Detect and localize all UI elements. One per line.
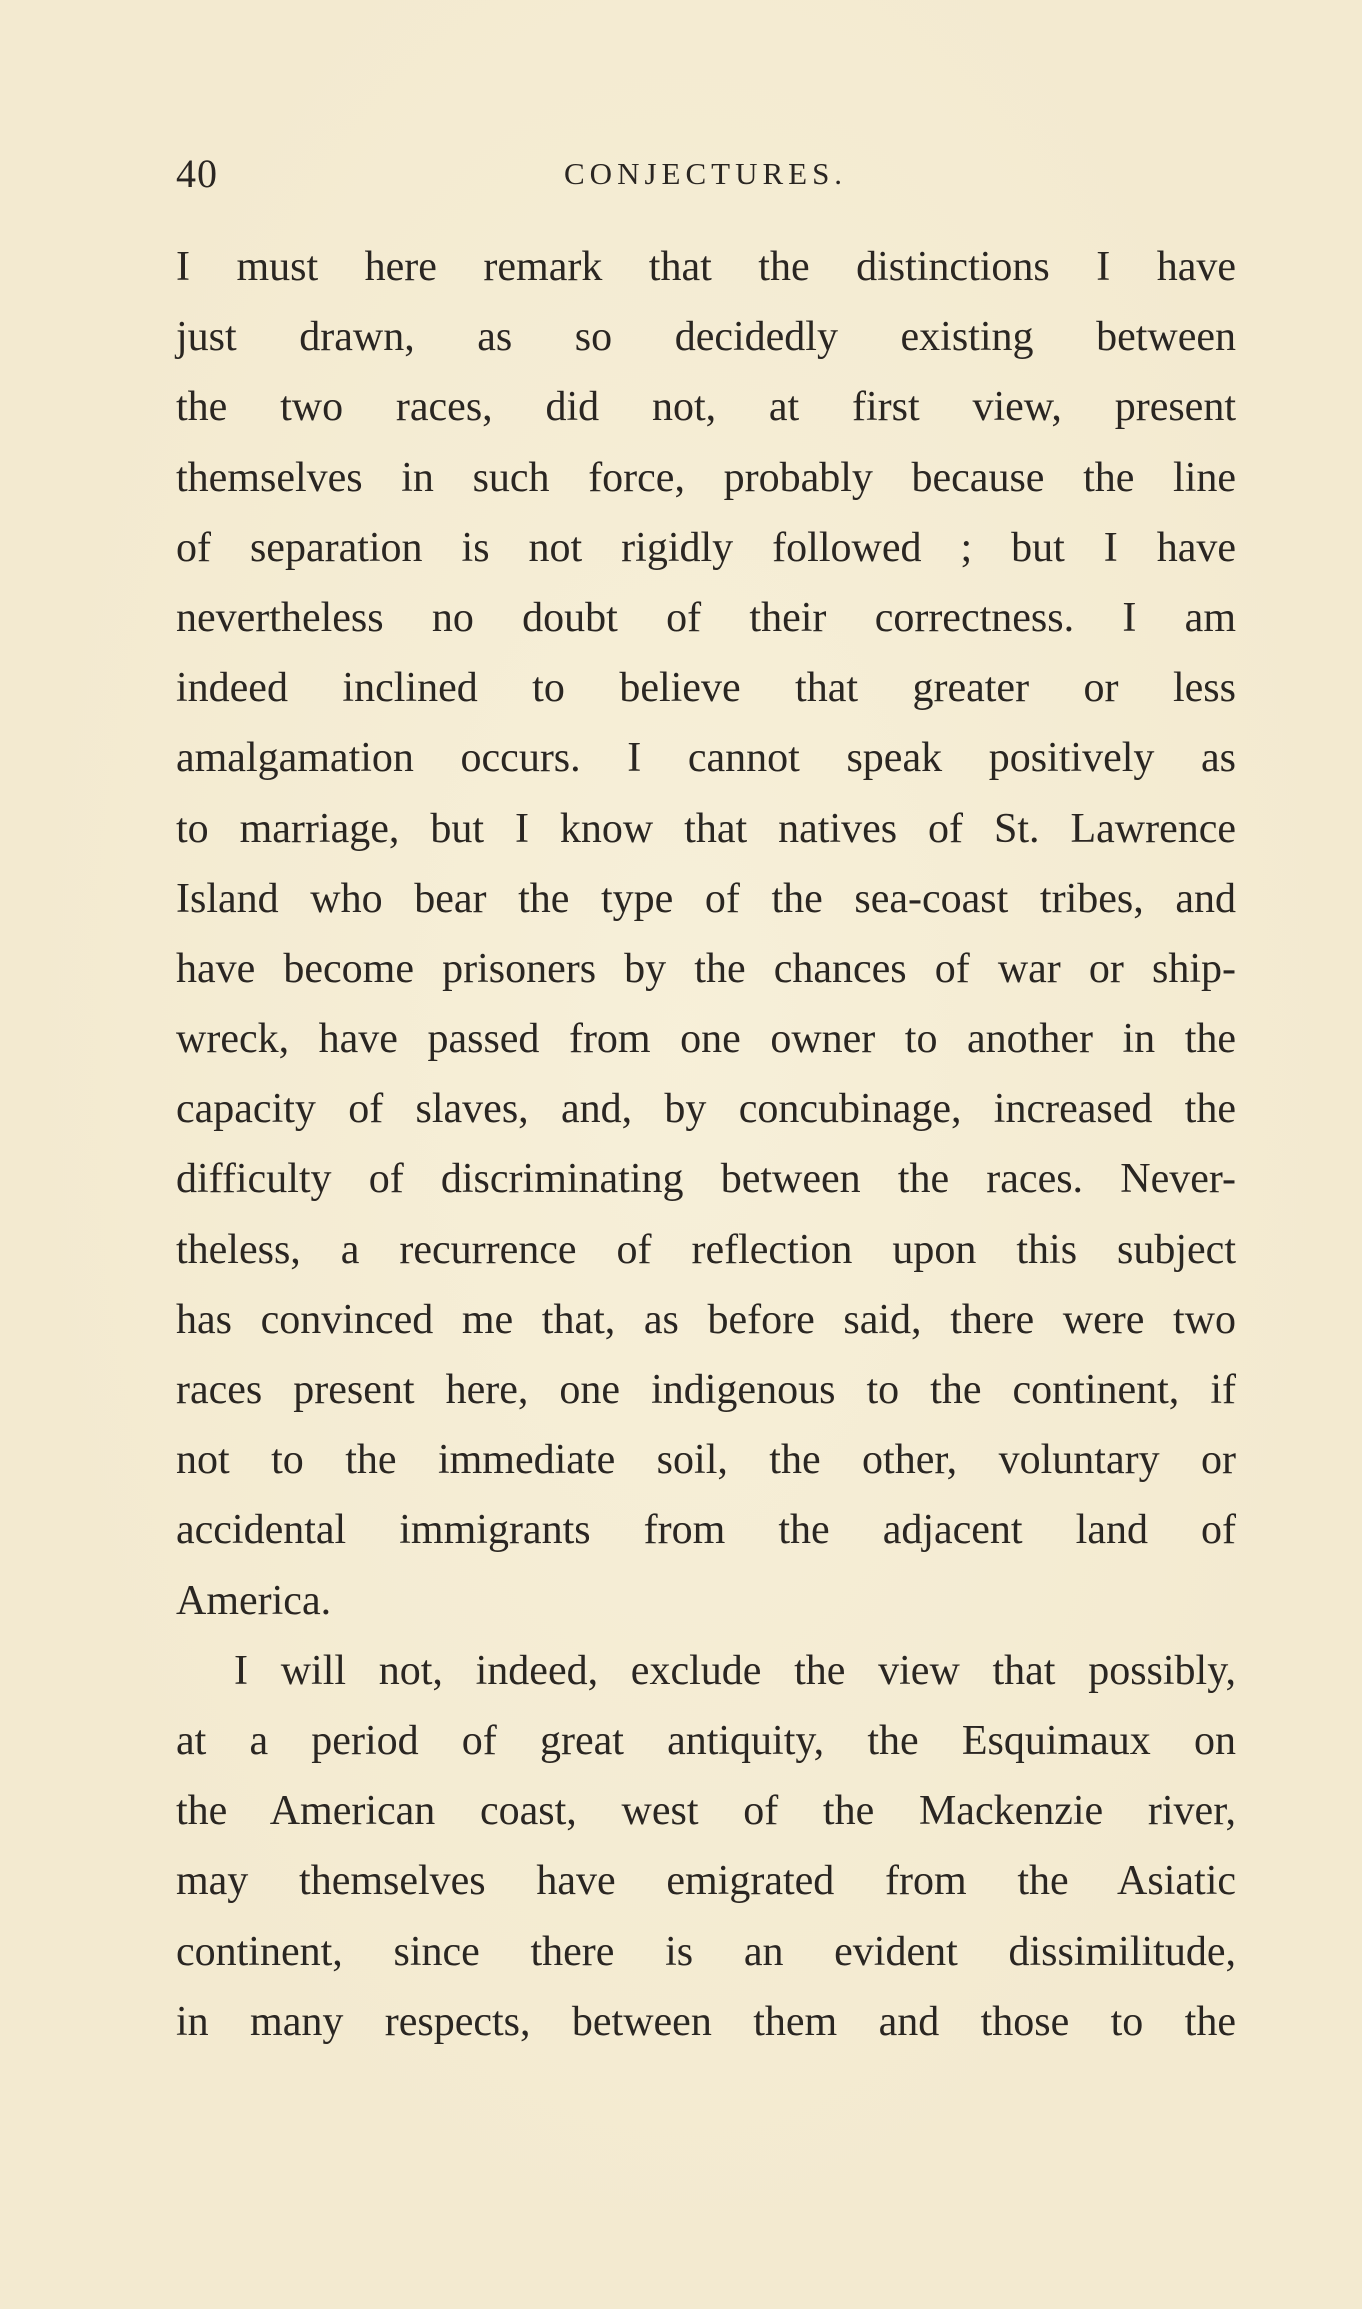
text-line: I will not, indeed, exclude the view that possibly, <box>234 1647 1236 1694</box>
text-line: to marriage, but I know that natives of St. Lawrence <box>176 805 1236 852</box>
text-line: of separation is not rigidly followed ; but I have <box>176 524 1236 571</box>
paragraph-1 <box>176 232 1236 1636</box>
text-line: capacity of slaves, and, by concubinage, increased the <box>176 1086 1236 1133</box>
text-line: themselves in such force, probably because the line <box>176 454 1236 501</box>
running-title: CONJECTURES. <box>564 156 848 191</box>
text-line: have become prisoners by the chances of war or ship- <box>176 945 1236 992</box>
text-line: America. <box>176 1577 332 1624</box>
text-line: just drawn, as so decidedly existing between <box>176 314 1236 361</box>
page-number: 40 <box>176 151 218 196</box>
body-text <box>176 232 1236 2057</box>
text-line: Island who bear the type of the sea-coast tribes, and <box>176 875 1236 922</box>
text-line: at a period of great antiquity, the Esquimaux on <box>176 1717 1236 1764</box>
text-line: the American coast, west of the Mackenzie river, <box>176 1788 1236 1835</box>
text-line: in many respects, between them and those to the <box>176 1998 1236 2045</box>
paragraph-2 <box>176 1636 1236 2057</box>
text-line: indeed inclined to believe that greater or less <box>176 665 1236 712</box>
text-line: continent, since there is an evident dissimilitude, <box>176 1928 1236 1975</box>
text-line: the two races, did not, at first view, present <box>176 384 1236 431</box>
text-line: I must here remark that the distinctions I have <box>176 244 1236 290</box>
page-header <box>176 150 1236 200</box>
text-line: accidental immigrants from the adjacent land of <box>176 1507 1236 1554</box>
text-line: nevertheless no doubt of their correctness. I am <box>176 594 1236 641</box>
text-line: amalgamation occurs. I cannot speak positively as <box>176 735 1236 782</box>
text-line: may themselves have emigrated from the Asiatic <box>176 1858 1236 1905</box>
text-line: wreck, have passed from one owner to another in the <box>176 1016 1236 1063</box>
text-line: has convinced me that, as before said, there were two <box>176 1296 1236 1343</box>
text-line: not to the immediate soil, the other, voluntary or <box>176 1437 1236 1484</box>
text-line: difficulty of discriminating between the races. Never- <box>176 1156 1236 1203</box>
text-line: races present here, one indigenous to the continent, if <box>176 1367 1236 1413</box>
text-line: theless, a recurrence of reflection upon this subject <box>176 1226 1236 1273</box>
